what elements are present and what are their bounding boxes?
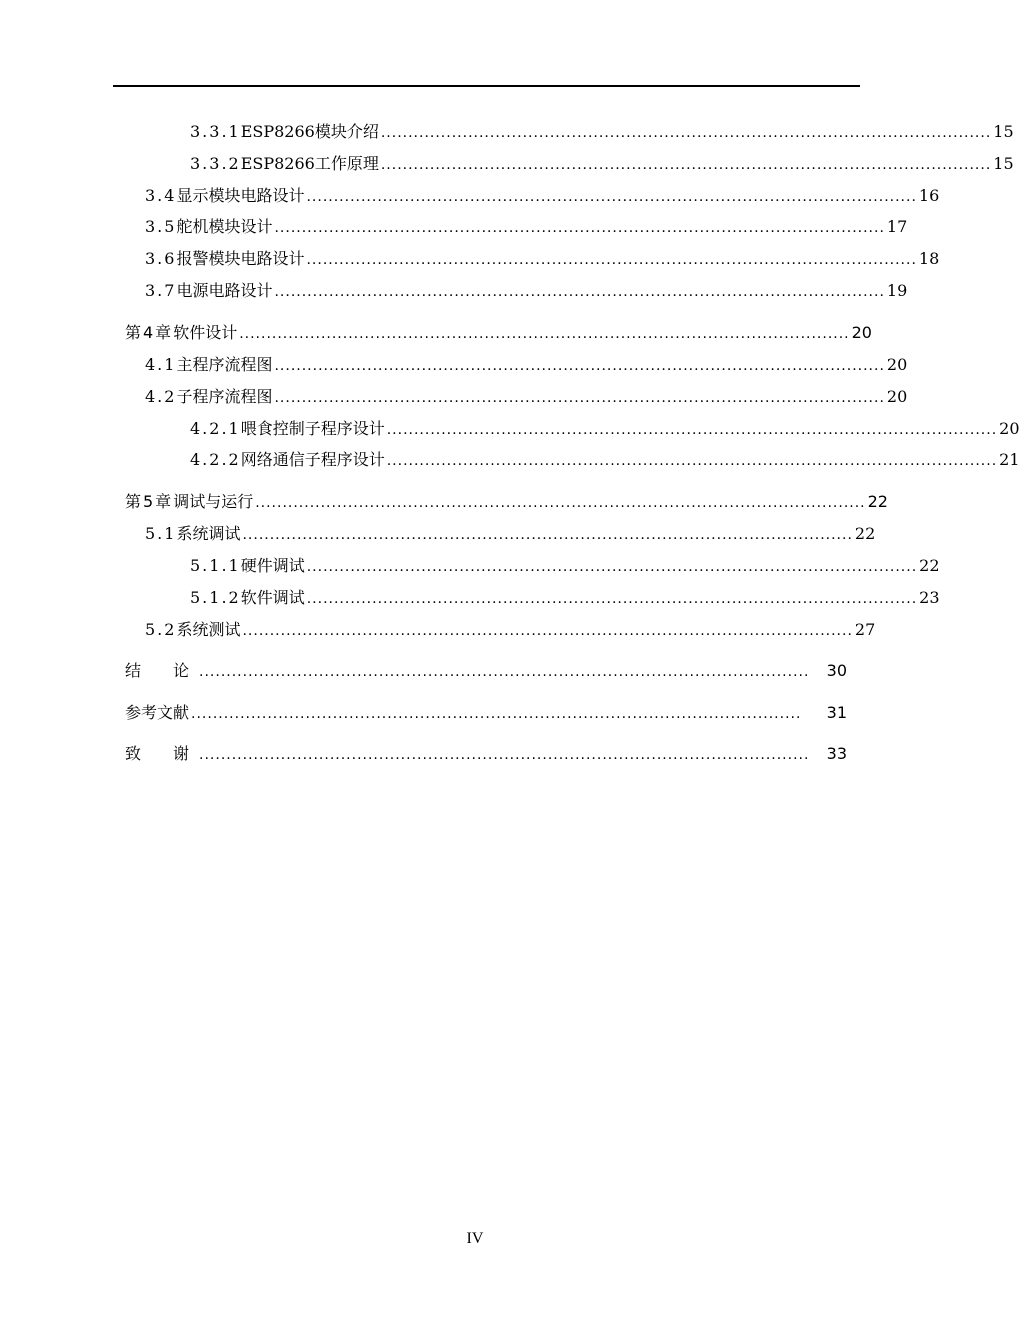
toc-entry-title: 调试与运行 [173, 492, 254, 511]
toc-entry-4-2-1[interactable] [190, 417, 1020, 441]
toc-entry-3-4[interactable] [145, 184, 940, 208]
toc-entry-page: 33 [826, 744, 847, 763]
toc-entry-3-7[interactable] [145, 279, 908, 303]
toc-entry-3-3-1[interactable] [190, 120, 1014, 144]
toc-entry-page: 22 [867, 492, 888, 511]
toc-dot-leader: ................................................................................................................ [306, 189, 917, 205]
toc-entry-number: 5.1 [145, 524, 177, 543]
header-rule [113, 85, 860, 87]
toc-entry-title: 网络通信子程序设计 [240, 450, 385, 469]
toc-dot-leader: ................................................................................................................ [306, 252, 917, 268]
toc-entry-title: 子程序流程图 [176, 387, 273, 406]
toc-dot-leader: ................................................................................................................ [306, 591, 918, 607]
toc-entry-number: 3.3.1 [190, 122, 241, 141]
toc-entry-title: 电源电路设计 [176, 281, 273, 300]
toc-entry-title: 结 论 [125, 661, 198, 680]
toc-entry-page: 20 [851, 323, 872, 342]
toc-entry-title: 参考文献 [125, 703, 190, 722]
toc-entry-title: 致 谢 [125, 744, 198, 763]
toc-chapter-5[interactable] [125, 490, 888, 514]
toc-entry-page: 30 [826, 661, 847, 680]
toc-dot-leader: ................................................................................................................ [380, 125, 992, 141]
toc-entry-page: 20 [886, 355, 908, 374]
toc-entry-4-1[interactable] [145, 353, 908, 377]
toc-entry-3-6[interactable] [145, 247, 940, 271]
toc-entry-page: 31 [826, 703, 847, 722]
toc-entry-title: 系统测试 [176, 620, 241, 639]
toc-entry-title: 硬件调试 [240, 556, 305, 575]
toc-entry-title: 主程序流程图 [176, 355, 273, 374]
toc-dot-leader: ................................................................................................................ [274, 284, 885, 300]
toc-entry-page: 17 [886, 217, 908, 236]
toc-chapter-4[interactable] [125, 321, 872, 345]
page-number: IV [466, 1230, 484, 1247]
toc-entry-title: 报警模块电路设计 [176, 249, 305, 268]
toc-entry-title: 系统调试 [176, 524, 241, 543]
toc-entry-4-2-2[interactable] [190, 448, 1020, 472]
toc-dot-leader: ................................................................................................................ [386, 453, 998, 469]
toc-entry-title: 软件设计 [173, 323, 238, 342]
toc-entry-number: 4.2.1 [190, 419, 241, 438]
toc-entry-4-2[interactable] [145, 385, 908, 409]
toc-dot-leader: ................................................................................................................ [255, 495, 866, 511]
toc-entry-number: 3.3.2 [190, 154, 241, 173]
toc-acknowledgements[interactable] [125, 742, 847, 766]
toc-entry-3-3-2[interactable] [190, 152, 1014, 176]
toc-dot-leader: ................................................................................................................ [306, 559, 918, 575]
toc-entry-page: 20 [999, 419, 1020, 438]
toc-entry-title: 显示模块电路设计 [176, 186, 305, 205]
toc-entry-number: 第5章 [125, 492, 174, 511]
toc-entry-page: 15 [993, 122, 1014, 141]
toc-entry-number: 5.1.1 [190, 556, 241, 575]
toc-entry-title: 喂食控制子程序设计 [240, 419, 385, 438]
toc-entry-title: 软件调试 [240, 588, 305, 607]
toc-entry-title: ESP8266工作原理 [240, 154, 379, 173]
toc-entry-5-1-2[interactable] [190, 586, 940, 610]
toc-entry-number: 3.7 [145, 281, 177, 300]
toc-conclusion[interactable] [125, 659, 847, 683]
toc-dot-leader: ................................................................................................................ [242, 527, 853, 543]
toc-entry-number: 4.2 [145, 387, 177, 406]
toc-entry-number: 4.1 [145, 355, 177, 374]
toc-entry-page: 22 [919, 556, 940, 575]
toc-entry-number: 3.5 [145, 217, 177, 236]
toc-dot-leader: ................................................................................................................ [242, 623, 853, 639]
toc-dot-leader: ................................................................................................................ [191, 706, 802, 722]
toc-entry-page: 16 [918, 186, 940, 205]
toc-entry-5-1-1[interactable] [190, 554, 940, 578]
toc-entry-3-5[interactable] [145, 215, 908, 239]
toc-entry-5-2[interactable] [145, 618, 876, 642]
toc-dot-leader: ................................................................................................................ [386, 422, 998, 438]
toc-entry-title: ESP8266模块介绍 [240, 122, 379, 141]
toc-entry-5-1[interactable] [145, 522, 876, 546]
toc-entry-page: 15 [993, 154, 1014, 173]
toc-dot-leader: ................................................................................................................ [199, 664, 810, 680]
toc-entry-number: 5.2 [145, 620, 177, 639]
toc-dot-leader: ................................................................................................................ [239, 326, 850, 342]
toc-entry-page: 23 [919, 588, 940, 607]
toc-entry-number: 3.6 [145, 249, 177, 268]
toc-entry-number: 5.1.2 [190, 588, 241, 607]
toc-references[interactable] [125, 701, 847, 725]
toc-dot-leader: ................................................................................................................ [199, 747, 810, 763]
toc-entry-page: 22 [854, 524, 876, 543]
toc-entry-title: 舵机模块设计 [176, 217, 273, 236]
toc-entry-page: 19 [886, 281, 908, 300]
toc-entry-page: 20 [886, 387, 908, 406]
toc-dot-leader: ................................................................................................................ [380, 157, 992, 173]
toc-dot-leader: ................................................................................................................ [274, 358, 885, 374]
toc-entry-number: 第4章 [125, 323, 174, 342]
toc-entry-number: 3.4 [145, 186, 177, 205]
toc-entry-page: 21 [999, 450, 1020, 469]
toc-entry-page: 27 [854, 620, 876, 639]
toc-entry-page: 18 [918, 249, 940, 268]
toc-dot-leader: ................................................................................................................ [274, 390, 885, 406]
toc-entry-number: 4.2.2 [190, 450, 241, 469]
toc-dot-leader: ................................................................................................................ [274, 220, 885, 236]
